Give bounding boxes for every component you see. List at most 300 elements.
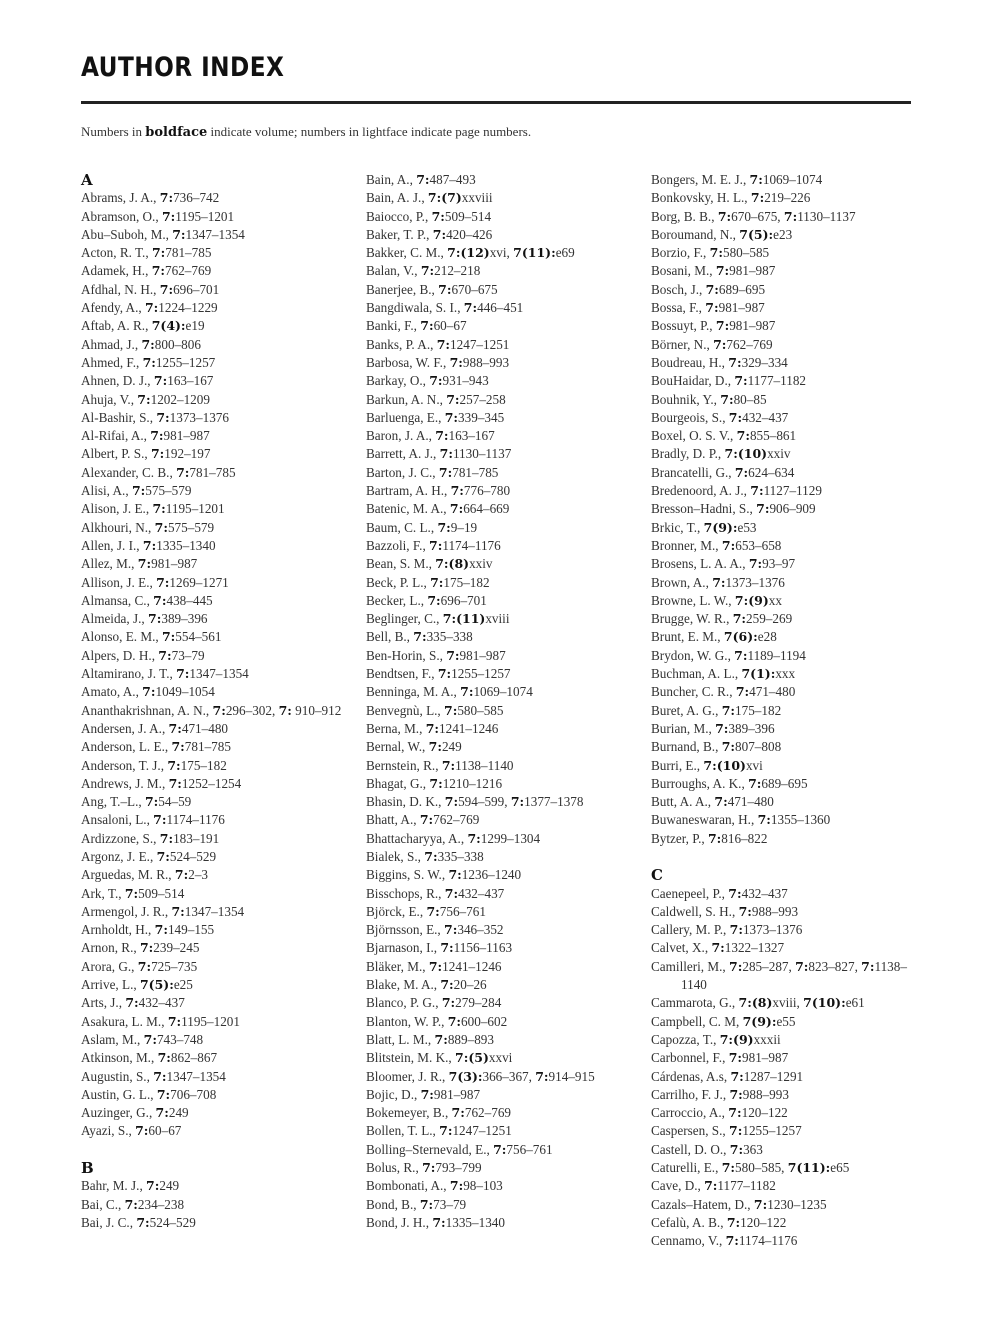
author-name: Ahuja, V., — [81, 391, 138, 407]
index-entry — [81, 354, 349, 372]
page-ref: 914–915 — [548, 1068, 595, 1084]
author-name: Batenic, M. A., — [366, 501, 450, 517]
volume-ref: 7: — [422, 1160, 436, 1176]
author-name: Al-Bashir, S., — [81, 409, 157, 425]
page-ref: 219–226 — [764, 190, 811, 206]
page-ref: 981–987 — [718, 300, 765, 316]
page-ref: 781–785 — [189, 464, 236, 480]
index-entry — [366, 336, 634, 354]
page-ref: 389–396 — [161, 611, 208, 627]
page-ref: 988–993 — [742, 1086, 789, 1102]
page-ref: 93–97 — [762, 556, 796, 572]
page-ref: 981–987 — [742, 1050, 789, 1066]
index-entry — [81, 1196, 349, 1214]
page-ref: 183–191 — [173, 830, 220, 846]
author-name: Albert, P. S., — [81, 446, 151, 462]
page-ref: 249 — [159, 1178, 180, 1194]
volume-ref: 7: — [463, 300, 478, 316]
volume-ref: 7:(8) — [435, 556, 470, 572]
author-name: Arts, J., — [81, 995, 126, 1011]
page-ref: 1195–1201 — [175, 208, 235, 224]
page-ref: 1347–1354 — [166, 1068, 226, 1084]
author-name: Burian, M., — [651, 720, 716, 736]
page-ref: 1255–1257 — [451, 666, 511, 682]
index-entry — [366, 1122, 634, 1140]
author-name: Camilleri, M., — [651, 958, 730, 974]
index-entry — [651, 372, 919, 390]
page-ref: 366–367, — [482, 1068, 536, 1084]
index-column-1 — [81, 171, 349, 1232]
page-ref: 234–238 — [137, 1196, 185, 1212]
author-name: Bradly, D. P., — [651, 446, 725, 462]
author-name: Abu–Suboh, M., — [81, 226, 173, 242]
page-ref: 1355–1360 — [770, 812, 831, 828]
page-ref: 1373–1376 — [725, 574, 785, 590]
volume-ref: 7: — [434, 1031, 448, 1047]
index-entry — [651, 1196, 919, 1214]
volume-ref: 7: — [721, 739, 736, 755]
page-ref: 9–19 — [450, 519, 478, 535]
author-name: Borzio, F., — [651, 245, 710, 261]
page-ref: 389–396 — [728, 720, 775, 736]
author-name: Brosens, L. A. A., — [651, 556, 749, 572]
index-entry — [366, 775, 634, 793]
index-entry — [81, 628, 349, 646]
index-entry — [81, 372, 349, 390]
index-entry — [366, 885, 634, 903]
author-name: Burnand, B., — [651, 739, 722, 755]
author-name: Arguedas, M. R., — [81, 867, 175, 883]
index-entry — [651, 445, 919, 463]
volume-ref: 7: — [732, 611, 747, 627]
author-name: Afdhal, N. H., — [81, 281, 160, 297]
author-name: Aslam, M., — [81, 1031, 144, 1047]
author-name: Blanton, W. P., — [366, 1013, 448, 1029]
index-entry — [651, 647, 919, 665]
index-entry — [366, 1031, 634, 1049]
author-name: Campbell, C. M, — [651, 1013, 743, 1029]
page-ref: e61 — [845, 995, 865, 1011]
page-ref: 54–59 — [158, 794, 192, 810]
volume-ref: 7: — [725, 1233, 739, 1249]
author-name: Ahmed, F., — [81, 354, 143, 370]
author-name: Capozza, T., — [651, 1031, 720, 1047]
volume-ref: 7: — [736, 428, 750, 444]
page-ref: 781–785 — [184, 739, 231, 755]
volume-ref: 7: — [137, 556, 152, 572]
volume-ref: 7: — [416, 172, 430, 187]
volume-ref: 7: — [151, 245, 166, 261]
page-ref: 73–79 — [433, 1196, 467, 1212]
volume-ref: 7: — [150, 446, 165, 462]
volume-ref: 7: — [172, 226, 186, 242]
index-entry — [366, 610, 634, 628]
index-entry — [81, 1214, 349, 1232]
volume-ref: 7: — [460, 684, 474, 700]
author-name: Browne, L. W., — [651, 592, 735, 608]
index-entry — [651, 628, 919, 646]
volume-ref: 7: — [728, 354, 742, 370]
index-entry — [366, 299, 634, 317]
author-name: Bolus, R., — [366, 1160, 423, 1176]
volume-ref: 7: — [717, 208, 732, 224]
author-name: Bakker, C. M., — [366, 245, 448, 261]
page-ref: 781–785 — [452, 464, 499, 480]
page-ref: 580–585, — [735, 1160, 788, 1176]
author-name: Brkic, T., — [651, 519, 704, 535]
author-name: Boudreau, H., — [651, 354, 729, 370]
page-ref: 363 — [743, 1141, 763, 1157]
volume-ref: 7: — [446, 647, 460, 663]
volume-ref: 7: — [726, 1214, 741, 1230]
index-entry — [651, 592, 919, 610]
page-ref: 906–909 — [769, 501, 816, 517]
author-name: Allez, M., — [81, 556, 138, 572]
volume-ref: 7: — [174, 867, 189, 883]
volume-ref: 7: — [439, 446, 453, 462]
author-name: Blatt, L. M., — [366, 1031, 435, 1047]
author-name: Barton, J. C., — [366, 464, 439, 480]
volume-ref: 7: — [734, 464, 749, 480]
index-entry — [366, 189, 634, 207]
volume-ref: 7: — [734, 647, 748, 663]
volume-ref: 7: — [153, 592, 167, 608]
index-entry — [366, 1068, 634, 1086]
index-entry — [651, 720, 919, 738]
volume-ref: 7: — [413, 629, 427, 645]
author-name: Acton, R. T., — [81, 245, 152, 261]
page-ref: 20–26 — [453, 977, 487, 993]
volume-ref: 7(4): — [151, 318, 186, 334]
volume-ref: 7: — [159, 830, 174, 846]
page-ref: 285–287, — [742, 958, 796, 974]
author-name: Bourgeois, S., — [651, 409, 729, 425]
section-letter: C — [651, 866, 663, 885]
volume-ref: 7: — [721, 702, 736, 718]
page-ref: xvi, — [489, 245, 514, 261]
page-ref: 438–445 — [166, 592, 213, 608]
page-ref: 432–437 — [138, 995, 185, 1011]
author-name: Ben-Horin, S., — [366, 647, 447, 663]
page-ref: 175–182 — [443, 574, 490, 590]
author-name: Borg, B. B., — [651, 208, 718, 224]
page-ref: 509–514 — [138, 885, 185, 901]
author-name: Bytzer, P., — [651, 830, 708, 846]
volume-ref: 7: — [171, 739, 185, 755]
index-entry — [366, 281, 634, 299]
page-ref: 862–867 — [170, 1050, 218, 1066]
page-ref: 653–658 — [735, 537, 782, 553]
page-ref: 1189–1194 — [747, 647, 806, 663]
index-entry — [81, 391, 349, 409]
index-entry — [366, 1013, 634, 1031]
author-name: Blanco, P. G., — [366, 995, 442, 1011]
volume-ref: 7: — [448, 867, 462, 883]
page-ref: 1347–1354 — [189, 666, 249, 682]
volume-ref: 7: — [135, 1123, 149, 1139]
page-ref: 296–302, — [225, 702, 279, 718]
author-name: Bombonati, A., — [366, 1178, 450, 1194]
page-ref: e19 — [185, 318, 205, 334]
volume-ref: 7: — [451, 1105, 465, 1121]
volume-ref: 7:(10) — [724, 446, 768, 462]
volume-ref: 7(11): — [787, 1160, 831, 1176]
volume-ref: 7: — [430, 574, 444, 590]
index-entry — [81, 921, 349, 939]
author-name: Argonz, J. E., — [81, 848, 157, 864]
index-entry — [366, 574, 634, 592]
index-entry — [651, 537, 919, 555]
page-ref: 1195–1201 — [165, 501, 225, 517]
volume-ref: 7: — [154, 519, 168, 535]
volume-ref: 7: — [426, 903, 440, 919]
index-entry — [81, 665, 349, 683]
page-ref: 816–822 — [721, 830, 768, 846]
index-entry — [81, 683, 349, 701]
author-name: Allen, J. I., — [81, 537, 143, 553]
volume-ref: 7: — [734, 373, 748, 389]
page-ref: 1069–1074 — [762, 172, 823, 187]
volume-ref: 7: — [428, 739, 442, 755]
volume-ref: 7(9): — [703, 519, 738, 535]
index-entry — [366, 720, 634, 738]
page-ref: xviii — [485, 611, 510, 627]
author-name: Afendy, A., — [81, 300, 145, 316]
volume-ref: 7: — [124, 885, 139, 901]
volume-ref: 7: — [148, 611, 162, 627]
author-name: Arnholdt, H., — [81, 922, 155, 938]
author-name: Brugge, W. R., — [651, 611, 733, 627]
volume-ref: 7: — [795, 958, 809, 974]
page-ref: 1347–1354 — [185, 226, 245, 242]
author-name: Cefalù, A. B., — [651, 1214, 727, 1230]
index-entry — [651, 317, 919, 335]
index-entry — [366, 628, 634, 646]
index-entry — [81, 1049, 349, 1067]
volume-ref: 7: — [141, 336, 155, 352]
volume-ref: 7: — [437, 666, 452, 682]
page-ref: 706–708 — [170, 1086, 217, 1102]
page-ref: xxiv — [469, 556, 493, 572]
index-entry — [366, 757, 634, 775]
author-name: Björck, E., — [366, 903, 427, 919]
author-name: Bai, C., — [81, 1196, 125, 1212]
volume-ref: 7: — [748, 556, 763, 572]
volume-ref: 7: — [535, 1068, 549, 1084]
volume-ref: 7: — [168, 775, 182, 791]
index-entry — [651, 665, 919, 683]
page-ref: 98–103 — [463, 1178, 503, 1194]
author-name: Boxel, O. S. V., — [651, 428, 737, 444]
volume-ref: 7: — [493, 1141, 507, 1157]
volume-ref: 7: — [142, 354, 156, 370]
index-entry — [366, 592, 634, 610]
volume-ref: 7: — [450, 483, 464, 499]
author-name: Augustin, S., — [81, 1068, 154, 1084]
page-ref: e28 — [757, 629, 777, 645]
author-name: Ang, T.–L., — [81, 794, 145, 810]
author-name: Carbonnel, F., — [651, 1050, 729, 1066]
index-entry — [366, 519, 634, 537]
index-entry — [651, 885, 919, 903]
page-ref: 1335–1340 — [445, 1214, 505, 1230]
page-ref: 1195–1201 — [181, 1013, 240, 1029]
index-entry — [81, 885, 349, 903]
author-name: Benninga, M. A., — [366, 684, 461, 700]
page-ref: xxxii — [753, 1031, 781, 1047]
index-entry — [366, 171, 634, 189]
volume-ref: 7:(9) — [719, 1031, 754, 1047]
author-name: Bokemeyer, B., — [366, 1105, 452, 1121]
author-name: Barkay, O., — [366, 373, 430, 389]
index-entry — [651, 702, 919, 720]
page-ref: 1177–1182 — [717, 1178, 776, 1194]
volume-ref: 7: — [131, 483, 146, 499]
author-name: Börner, N., — [651, 336, 714, 352]
volume-ref: 7: — [432, 226, 447, 242]
volume-ref: 7: — [444, 885, 459, 901]
author-name: Anderson, T. J., — [81, 757, 168, 773]
author-name: Callery, M. P., — [651, 922, 730, 938]
volume-ref: 7: — [441, 757, 456, 773]
page-ref: 855–861 — [749, 428, 797, 444]
index-entry — [651, 244, 919, 262]
index-entry — [81, 1031, 349, 1049]
volume-ref: 7: — [429, 373, 443, 389]
volume-ref: 7: — [156, 574, 170, 590]
page-ref: 120–122 — [741, 1105, 788, 1121]
page-ref: 670–675 — [451, 281, 498, 297]
author-name: Auzinger, G., — [81, 1105, 156, 1121]
volume-ref: 7:(7) — [427, 190, 462, 206]
index-entry — [366, 427, 634, 445]
index-entry — [651, 1177, 919, 1195]
section-letter: A — [81, 171, 93, 189]
page-ref: xxiv — [767, 446, 791, 462]
author-name: Atkinson, M., — [81, 1050, 158, 1066]
index-entry — [81, 757, 349, 775]
index-entry — [81, 281, 349, 299]
volume-ref: 7: — [167, 757, 181, 773]
page-ref: 1347–1354 — [184, 903, 245, 919]
index-entry — [81, 555, 349, 573]
page-ref: 1255–1257 — [742, 1123, 802, 1139]
index-note — [81, 124, 531, 140]
index-entry — [366, 811, 634, 829]
author-name: Ardizzone, S., — [81, 830, 160, 846]
index-entry — [81, 958, 349, 976]
page-ref: 762–769 — [464, 1105, 512, 1121]
author-name: Alison, J. E., — [81, 501, 153, 517]
index-entry — [366, 208, 634, 226]
volume-ref: 7:(8) — [738, 995, 773, 1011]
page-ref: 80–85 — [733, 391, 767, 407]
page-ref: 889–893 — [447, 1031, 494, 1047]
index-entry — [366, 903, 634, 921]
author-name: Andersen, J. A., — [81, 720, 169, 736]
page-ref: 192–197 — [164, 446, 211, 462]
index-entry — [81, 226, 349, 244]
volume-ref: 7: — [449, 354, 463, 370]
volume-ref: 7: — [151, 263, 165, 279]
author-name: Bendtsen, F., — [366, 666, 438, 682]
volume-ref: 7: — [425, 720, 440, 736]
page-ref: 1241–1246 — [439, 720, 499, 736]
author-name: Alisi, A., — [81, 483, 132, 499]
index-column-3 — [651, 171, 919, 1251]
page-ref: 149–155 — [167, 922, 215, 938]
author-name: Carrilho, F. J., — [651, 1086, 730, 1102]
index-entry — [651, 1049, 919, 1067]
author-name: Bolling–Sternevald, E., — [366, 1141, 494, 1157]
index-entry — [651, 171, 919, 189]
author-name: Arora, G., — [81, 958, 138, 974]
author-name: Carroccio, A., — [651, 1105, 729, 1121]
page-ref: 981–987 — [729, 263, 776, 279]
index-entry — [651, 775, 919, 793]
author-name: Bossuyt, P., — [651, 318, 716, 334]
index-entry — [366, 1159, 634, 1177]
index-entry — [366, 830, 634, 848]
index-entry — [81, 848, 349, 866]
volume-ref: 7: — [143, 1031, 157, 1047]
volume-ref: 7: — [429, 537, 443, 553]
page-ref: 2–3 — [188, 867, 208, 883]
author-name: Arrive, L., — [81, 977, 140, 993]
author-name: Bonkovsky, H. L., — [651, 190, 751, 206]
volume-ref: 7: — [440, 977, 454, 993]
page-ref: 1287–1291 — [743, 1068, 804, 1084]
index-entry — [81, 208, 349, 226]
volume-ref: 7: — [432, 1214, 446, 1230]
index-entry — [651, 262, 919, 280]
index-entry — [366, 665, 634, 683]
page-ref: e53 — [737, 519, 757, 535]
author-name: Caturelli, E., — [651, 1160, 722, 1176]
index-entry — [81, 647, 349, 665]
index-entry — [366, 464, 634, 482]
author-name: Altamirano, J. T., — [81, 666, 177, 682]
page-ref: 762–769 — [165, 263, 212, 279]
index-entry — [366, 1049, 634, 1067]
volume-ref: 7: — [419, 812, 434, 828]
volume-ref: 7: — [158, 647, 172, 663]
author-name: Bell, B., — [366, 629, 414, 645]
index-entry — [81, 445, 349, 463]
page-ref: 239–245 — [153, 940, 200, 956]
page-ref: 1335–1340 — [156, 537, 216, 553]
volume-ref: 7: — [729, 1141, 744, 1157]
page-ref: xx — [768, 592, 782, 608]
page-ref: 793–799 — [435, 1160, 482, 1176]
index-entry — [366, 1177, 634, 1195]
volume-ref: 7: — [728, 1050, 743, 1066]
index-column-2 — [366, 171, 634, 1232]
page-ref: 257–258 — [459, 391, 506, 407]
index-entry — [81, 811, 349, 829]
volume-ref: 7: — [167, 1013, 182, 1029]
index-entry — [651, 958, 919, 995]
index-entry — [651, 464, 919, 482]
page-ref: 594–599, — [458, 794, 511, 810]
volume-ref: 7(1): — [741, 666, 776, 682]
index-entry — [81, 830, 349, 848]
page-ref: 1127–1129 — [763, 483, 822, 499]
volume-ref: 7: — [161, 208, 176, 224]
author-name: Bhatt, A., — [366, 812, 420, 828]
index-entry — [651, 1214, 919, 1232]
volume-ref: 7: — [707, 830, 722, 846]
